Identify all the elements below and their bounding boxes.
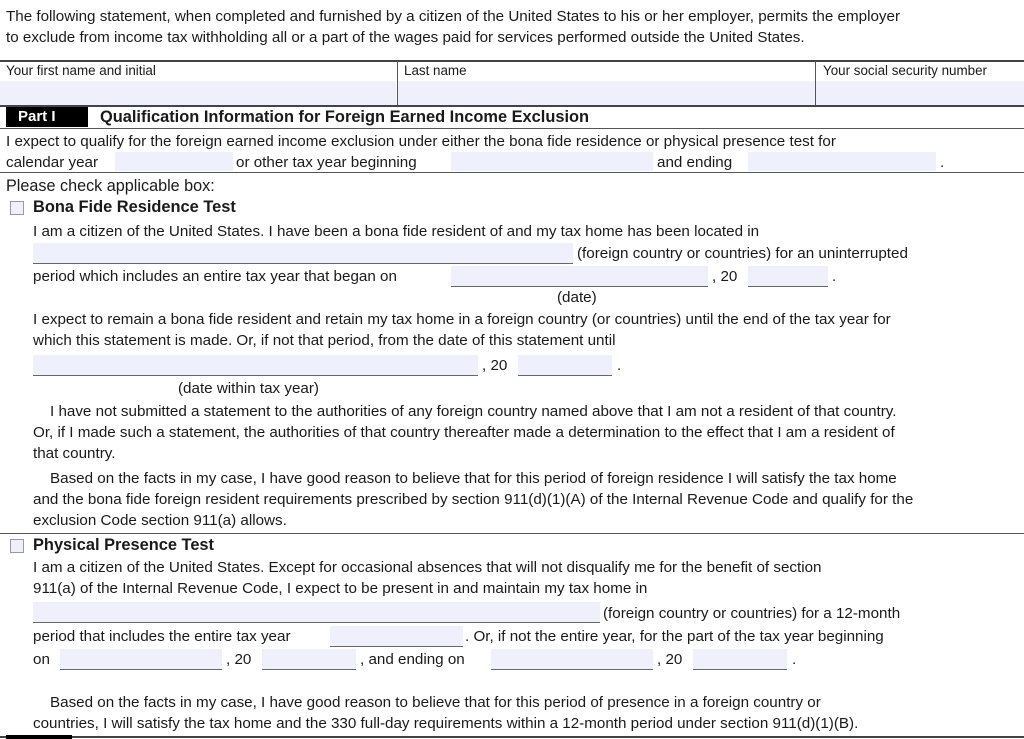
and-ending-label: and ending (657, 154, 733, 171)
comma-20: , 20 (482, 357, 508, 374)
first-name-label: Your first name and initial (6, 63, 156, 78)
until-date-input[interactable] (33, 355, 478, 376)
period-mark: . (940, 154, 945, 171)
last-name-input[interactable] (398, 81, 815, 105)
comma-20: , 20 (657, 651, 683, 668)
tax-year-ending-input[interactable] (748, 152, 936, 171)
period-mark: . (832, 268, 837, 285)
part-title: Qualification Information for Foreign Earned Income Exclusion (100, 108, 590, 126)
entire-year-input[interactable] (330, 626, 463, 647)
beginning-date-input[interactable] (60, 649, 222, 670)
bona-fide-based-line-2: and the bona fide foreign resident requirements prescribed by section 911(d)(1)(A) of the Internal Revenue Code and qualify for the (33, 491, 914, 508)
physical-presence-based-line-2: countries, I will satisfy the tax home and the 330 full-day requirements within a 12-month period under section 911(d)(1)(B). (33, 715, 859, 732)
statement-line-3: that country. (33, 445, 116, 462)
period-mark: . (617, 357, 622, 374)
divider (0, 736, 1024, 738)
next-part-badge (6, 735, 72, 739)
physical-presence-based-line-1: Based on the facts in my case, I have good reason to believe that for this period of presence in a foreign country or (50, 694, 821, 711)
statement-line-2: Or, if I made such a statement, the authorities of that country thereafter made a determination to the effect that I am a resident of (33, 424, 895, 441)
or-not-text: . Or, if not the entire year, for the part of the tax year beginning (465, 628, 884, 645)
ssn-label: Your social security number (823, 63, 987, 78)
check-box-prompt: Please check applicable box: (6, 177, 215, 195)
bona-fide-based-line-3: exclusion Code section 911(a) allows. (33, 512, 287, 529)
intro-line-1: The following statement, when completed and furnished by a citizen of the United States to his or her employer, permits the employer (6, 8, 901, 25)
last-name-label: Last name (404, 63, 467, 78)
period-mark: . (792, 651, 797, 668)
bona-fide-based-line-1: Based on the facts in my case, I have good reason to believe that for this period of foreign residence I will satisfy the tax home (50, 470, 897, 487)
bona-fide-began-on-input[interactable] (451, 266, 708, 287)
bona-fide-began-year-input[interactable] (748, 266, 828, 287)
bona-fide-period-text: period which includes an entire tax year that began on (33, 268, 397, 285)
comma-20: , 20 (226, 651, 252, 668)
bona-fide-checkbox[interactable] (10, 201, 24, 215)
ending-year-input[interactable] (693, 649, 787, 670)
physical-presence-country-suffix: (foreign country or countries) for a 12-month (603, 605, 901, 622)
calendar-year-label: calendar year (6, 154, 99, 171)
physical-presence-label: Physical Presence Test (33, 536, 215, 554)
divider (0, 60, 1024, 62)
physical-presence-line-1: I am a citizen of the United States. Except for occasional absences that will not disqualify me for the benefit of section (33, 559, 822, 576)
comma-20: , 20 (712, 268, 738, 285)
divider (0, 172, 1024, 173)
tax-year-beginning-input[interactable] (451, 152, 653, 171)
on-label: on (33, 651, 50, 668)
remain-line-2: which this statement is made. Or, if not that period, from the date of this statement until (33, 332, 616, 349)
date-caption: (date) (557, 289, 597, 306)
divider (0, 128, 1024, 129)
part-badge: Part I (6, 107, 88, 127)
bona-fide-line-1: I am a citizen of the United States. I have been a bona fide resident of and my tax home has been located in (33, 223, 760, 240)
remain-line-1: I expect to remain a bona fide resident and retain my tax home in a foreign country (or countries) until the end of the tax year for (33, 311, 891, 328)
ending-on-label: , and ending on (360, 651, 465, 668)
date-within-caption: (date within tax year) (178, 380, 319, 397)
beginning-year-input[interactable] (262, 649, 356, 670)
other-tax-year-label: or other tax year beginning (236, 154, 417, 171)
intro-line-2: to exclude from income tax withholding all or a part of the wages paid for services performed outside the United States. (6, 29, 805, 46)
bona-fide-country-input[interactable] (33, 243, 573, 264)
entire-year-text: period that includes the entire tax year (33, 628, 291, 645)
qualify-text: I expect to qualify for the foreign earned income exclusion under either the bona fide residence or physical presence test for (6, 133, 836, 150)
statement-line-1: I have not submitted a statement to the authorities of any foreign country named above that I am not a resident of that country. (50, 403, 897, 420)
divider (0, 533, 1024, 534)
physical-presence-line-2: 911(a) of the Internal Revenue Code, I expect to be present in and maintain my tax home in (33, 580, 648, 597)
calendar-year-input[interactable] (115, 152, 233, 171)
ssn-input[interactable] (816, 81, 1024, 105)
ending-date-input[interactable] (491, 649, 653, 670)
until-year-input[interactable] (518, 355, 612, 376)
bona-fide-label: Bona Fide Residence Test (33, 198, 236, 216)
physical-presence-checkbox[interactable] (10, 539, 24, 553)
first-name-input[interactable] (0, 81, 396, 105)
bona-fide-country-suffix: (foreign country or countries) for an uninterrupted (577, 245, 908, 262)
physical-presence-country-input[interactable] (33, 602, 600, 623)
